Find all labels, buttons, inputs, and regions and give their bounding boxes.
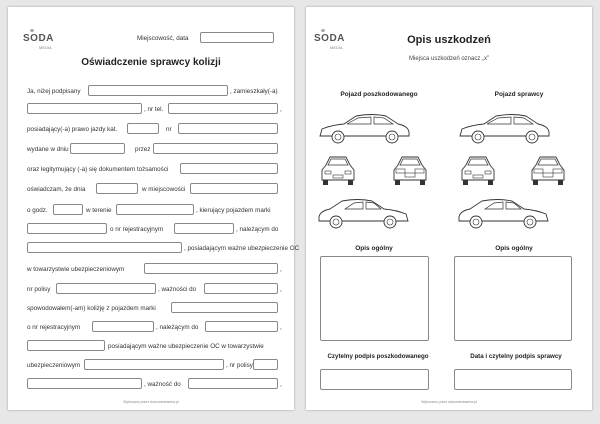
damage-description-page	[306, 7, 592, 410]
registration-number-field[interactable]	[174, 223, 234, 234]
company-logo	[23, 33, 54, 50]
car-front-victim-icon[interactable]	[318, 152, 358, 186]
policy-number-field[interactable]	[56, 283, 156, 294]
label-legitymujacy: oraz legitymujący (-a) się dokumentem tożsamości	[27, 166, 169, 173]
label-w-miejscowosci: w miejscowości	[142, 186, 186, 193]
vehicle-make-field[interactable]	[27, 223, 107, 234]
other-owner-continued-field[interactable]	[27, 340, 105, 351]
logo-mark-icon	[30, 29, 34, 32]
place-date-label: Miejscowość, data	[137, 35, 189, 42]
address-field[interactable]	[27, 103, 142, 114]
other-policy-valid-until-field[interactable]	[188, 378, 278, 389]
label-nr-polisy: nr polisy	[27, 286, 51, 293]
vehicle-owner-field[interactable]	[27, 242, 182, 253]
general-description-perpetrator-field[interactable]	[454, 256, 572, 341]
label-kierujacy: , kierujący pojazdem marki	[196, 207, 271, 214]
logo-subtext: MEDIA	[330, 45, 343, 50]
comma: ,	[280, 266, 282, 273]
label-nr-tel: , nr tel.	[144, 106, 164, 113]
label-waznosci: , ważności do	[158, 286, 197, 293]
incident-time-field[interactable]	[53, 204, 83, 215]
area-field[interactable]	[116, 204, 194, 215]
other-vehicle-make-field[interactable]	[171, 302, 278, 313]
label-w-towarzystwie: w towarzystwie ubezpieczeniowym	[27, 266, 125, 273]
label-oswiadczam: oświadczam, że dnia	[27, 186, 86, 193]
issue-date-field[interactable]	[70, 143, 125, 154]
comma: ,	[280, 381, 282, 388]
label-o-nr-rej: o nr rejestracyjnym	[110, 226, 164, 233]
logo-text: SODA	[314, 33, 345, 44]
other-policy-number-field[interactable]	[253, 359, 278, 370]
label-spowodowalem: spowodowałem(-am) kolizję z pojazdem marki	[27, 305, 156, 312]
label-wydane: wydane w dniu	[27, 146, 69, 153]
car-rear-perpetrator-icon[interactable]	[528, 152, 568, 186]
comma: ,	[280, 286, 282, 293]
victim-signature-label: Czytelny podpis poszkodowanego	[327, 353, 429, 360]
label-posiadajacy: posiadający(-a) prawo jazdy kat.	[27, 126, 118, 133]
label-ja-nizej: Ja, niżej podpisany	[27, 88, 81, 95]
comma: ,	[280, 324, 282, 331]
full-name-field[interactable]	[88, 85, 228, 96]
column-header-perpetrator: Pojazd sprawcy	[494, 91, 544, 98]
car-side-top-victim-icon[interactable]	[316, 110, 412, 146]
label-nalezacym2: , należącym do	[156, 324, 199, 331]
logo-mark-icon	[321, 29, 325, 32]
perpetrator-signature-label: Data i czytelny podpis sprawcy	[470, 353, 562, 360]
label-nr-polisy2: , nr polisy	[226, 362, 253, 369]
column-header-victim: Pojazd poszkodowanego	[340, 91, 418, 98]
other-insurer-field[interactable]	[84, 359, 224, 370]
victim-signature-field[interactable]	[320, 369, 429, 390]
car-front-perpetrator-icon[interactable]	[458, 152, 498, 186]
label-posiadajacym-oc2: posiadającym ważne ubezpieczenie OC w towarzystwie	[108, 343, 264, 350]
page-footer: Wykonano przez dokumentoseria.pl	[123, 400, 179, 404]
incident-date-field[interactable]	[96, 183, 138, 194]
insurer-field[interactable]	[144, 263, 278, 274]
comma: ,	[280, 106, 282, 113]
label-przez: przez	[135, 146, 151, 153]
id-document-field[interactable]	[180, 163, 278, 174]
instruction-text: Miejsca uszkodzeń oznacz „x”	[408, 56, 490, 62]
label-ubezpieczeniowym: ubezpieczeniowym	[27, 362, 81, 369]
general-description-perpetrator-label: Opis ogólny	[495, 245, 533, 252]
license-number-field[interactable]	[178, 123, 278, 134]
other-policy-continued-field[interactable]	[27, 378, 142, 389]
incident-place-field[interactable]	[190, 183, 278, 194]
logo-text: SODA	[23, 33, 54, 44]
general-description-victim-label: Opis ogólny	[355, 245, 393, 252]
label-nr: nr	[166, 126, 172, 133]
phone-field[interactable]	[168, 103, 278, 114]
policy-valid-until-field[interactable]	[204, 283, 278, 294]
label-waznosci2: , ważność do	[144, 381, 181, 388]
car-side-top-perpetrator-icon[interactable]	[456, 110, 552, 146]
label-o-nr-rej2: o nr rejestracyjnym	[27, 324, 81, 331]
other-registration-field[interactable]	[92, 321, 154, 332]
page-footer: Wykonano przez dokumentoseria.pl	[421, 400, 477, 404]
car-rear-victim-icon[interactable]	[390, 152, 430, 186]
car-side-bottom-perpetrator-icon[interactable]	[456, 195, 552, 231]
label-posiadajacym-oc: , posiadającym ważne ubezpieczenie OC	[184, 245, 300, 252]
logo-subtext: MEDIA	[39, 45, 52, 50]
statement-page	[8, 7, 300, 410]
place-date-field[interactable]	[200, 32, 274, 43]
other-owner-field[interactable]	[205, 321, 278, 332]
label-w-terenie: w terenie	[86, 207, 112, 214]
label-zamieszkaly: , zamieszkały(-a)	[230, 88, 278, 95]
general-description-victim-field[interactable]	[320, 256, 429, 341]
car-side-bottom-victim-icon[interactable]	[316, 195, 412, 231]
perpetrator-signature-field[interactable]	[454, 369, 572, 390]
page-title: Oświadczenie sprawcy kolizji	[81, 57, 221, 68]
page-title: Opis uszkodzeń	[407, 34, 491, 46]
issued-by-field[interactable]	[153, 143, 278, 154]
label-o-godz: o godz.	[27, 207, 48, 214]
license-category-field[interactable]	[127, 123, 159, 134]
label-nalezacym: , należącym do	[236, 226, 279, 233]
